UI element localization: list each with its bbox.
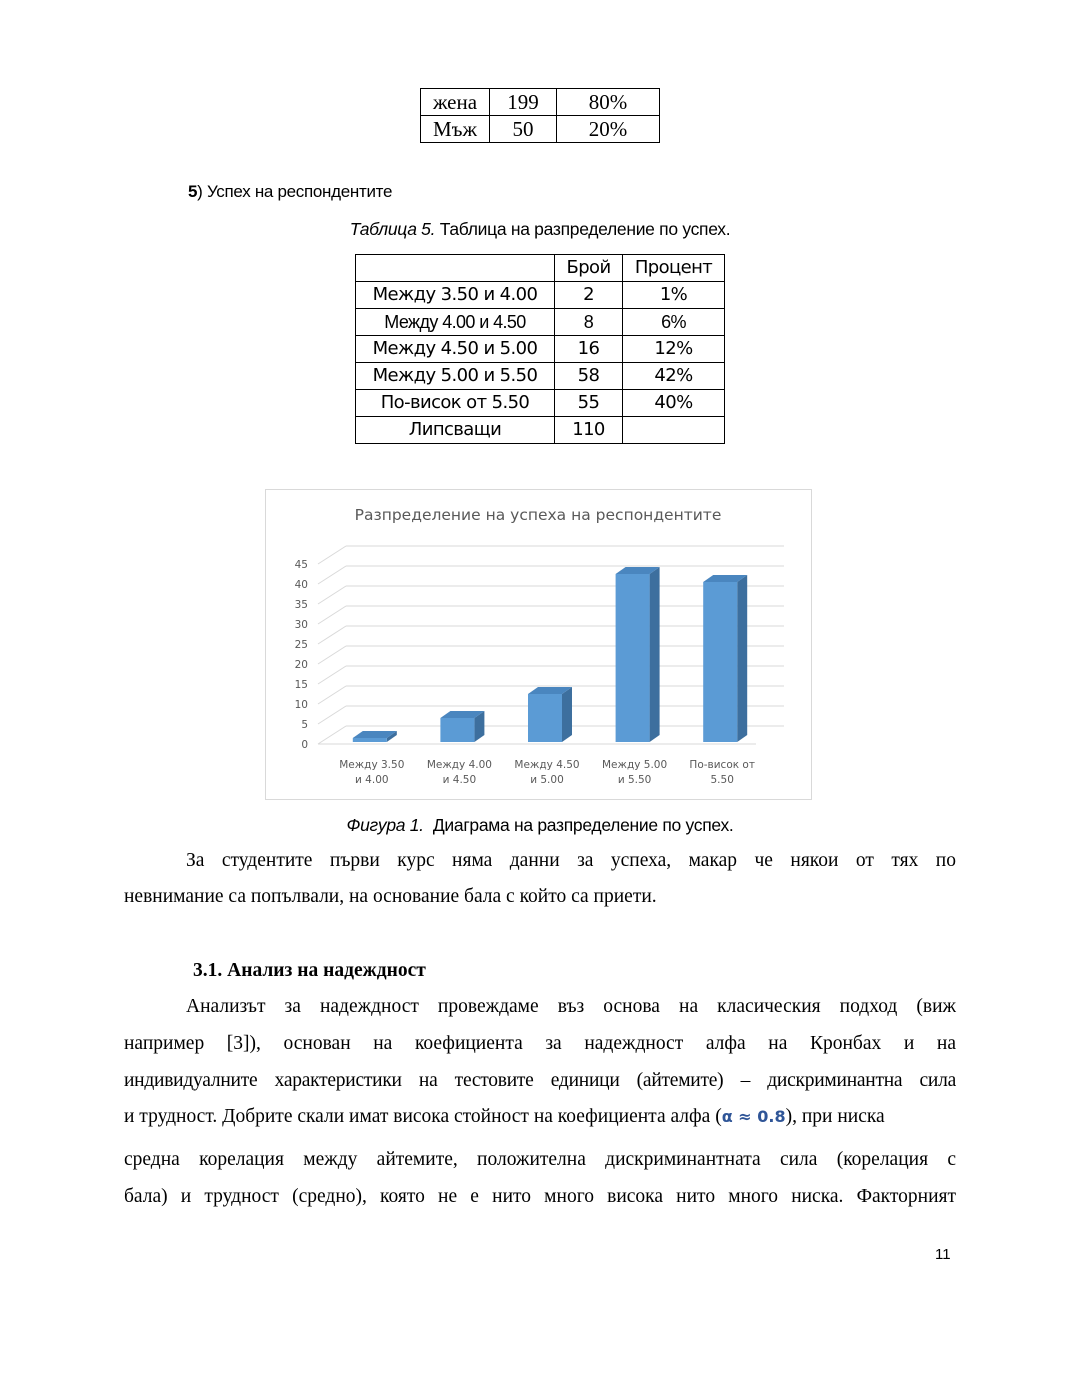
bar-side <box>650 567 660 742</box>
table-cell: Между 3.50 и 4.00 <box>356 282 555 309</box>
bar <box>528 694 562 742</box>
x-tick-label: и 5.00 <box>530 774 564 786</box>
table-cell: 2 <box>555 282 623 309</box>
y-tick-label: 35 <box>294 599 308 611</box>
table-cell: Между 4.00 и 4.50 <box>356 309 555 336</box>
bar <box>703 582 737 742</box>
bar-chart <box>266 490 811 799</box>
y-tick-label: 15 <box>294 679 308 691</box>
gridline-diagonal <box>318 686 346 704</box>
table-cell: 6% <box>623 309 725 336</box>
gridline-diagonal <box>318 566 346 584</box>
y-tick-label: 45 <box>294 559 308 571</box>
chart-title: Разпределение на успеха на респондентите <box>354 506 722 524</box>
table-cell: 20% <box>557 116 660 143</box>
gridline-diagonal <box>318 586 346 604</box>
table-cell <box>623 417 725 444</box>
x-tick-label: Между 4.50 <box>514 759 580 771</box>
table-5-caption-text: Таблица на разпределение по успех. <box>435 219 731 239</box>
gridline-diagonal <box>318 606 346 624</box>
table-cell: Между 5.00 и 5.50 <box>356 363 555 390</box>
y-tick-label: 20 <box>294 659 308 671</box>
table-row <box>356 417 725 444</box>
gridline-diagonal <box>318 626 346 644</box>
y-tick-label: 10 <box>294 699 308 711</box>
table-cell: 55 <box>555 390 623 417</box>
table-row <box>421 116 660 143</box>
paragraph-2-line-2: например [3]), основан на коефициента за надеждност алфа на Кронбах и на <box>124 1033 956 1054</box>
y-tick-label: 30 <box>294 619 308 631</box>
x-tick-label: и 4.50 <box>442 774 477 786</box>
x-tick-label: Между 4.00 <box>426 759 492 771</box>
bar-side <box>737 575 747 742</box>
x-tick-label: и 5.50 <box>617 774 652 786</box>
table-row <box>356 390 725 417</box>
table-header-row <box>356 255 725 282</box>
table-5-caption-label: Таблица 5. <box>349 219 436 239</box>
table-cell: 42% <box>623 363 725 390</box>
figure-1-caption <box>0 815 1080 836</box>
table-cell: 80% <box>557 89 660 116</box>
gender-table <box>420 88 660 143</box>
column-header: Процент <box>623 255 725 282</box>
paragraph-2-line-6: бала) и трудност (средно), която не е нито много висока нито много ниска. Факторният <box>124 1186 956 1207</box>
x-tick-label: Между 3.50 <box>339 759 405 771</box>
alpha-formula: α ≈ 0.8 <box>721 1107 786 1126</box>
table-cell: 40% <box>623 390 725 417</box>
bar-side <box>562 687 572 742</box>
paragraph-2-line-1: Анализът за надеждност провеждаме въз основа на класическия подход (виж <box>186 996 956 1017</box>
bar <box>440 718 474 742</box>
page-number: 11 <box>935 1246 951 1263</box>
x-tick-label: и 4.00 <box>355 774 389 786</box>
y-tick-label: 0 <box>301 739 308 751</box>
table-cell: 199 <box>490 89 557 116</box>
table-cell: Мъж <box>421 116 490 143</box>
table-row <box>356 309 725 336</box>
chart-frame <box>265 489 812 800</box>
paragraph-2-line-4-text <box>124 1106 885 1128</box>
paragraph-text: ), при ниска <box>785 1106 885 1127</box>
table-row <box>356 336 725 363</box>
section-5-title: ) Успех на респондентите <box>197 182 393 201</box>
section-5-heading <box>188 182 392 202</box>
bar <box>353 738 387 742</box>
paragraph-2-line-5: средна корелация между айтемите, положителна дискриминантната сила (корелация с <box>124 1149 956 1170</box>
gridline-diagonal <box>318 706 346 724</box>
table-row <box>421 89 660 116</box>
paragraph-1-line-1: За студентите първи курс няма данни за успеха, макар че някои от тях по <box>186 850 956 871</box>
y-tick-label: 5 <box>301 719 308 731</box>
table-cell: 58 <box>555 363 623 390</box>
paragraph-2-line-3: индивидуалните характеристики на тестовите единици (айтемите) – дискриминантна сила <box>124 1070 956 1091</box>
table-cell: 16 <box>555 336 623 363</box>
x-tick-label: По-висок от <box>689 759 755 771</box>
paragraph-2-line-4 <box>124 1106 956 1128</box>
column-header: Брой <box>555 255 623 282</box>
section-5-number: 5 <box>188 182 198 201</box>
gridline-diagonal <box>318 726 346 744</box>
y-tick-label: 40 <box>294 579 308 591</box>
table-row <box>356 282 725 309</box>
x-tick-label: Между 5.00 <box>602 759 668 771</box>
gridline-diagonal <box>318 646 346 664</box>
gridline-diagonal <box>318 666 346 684</box>
table-cell: 50 <box>490 116 557 143</box>
figure-1-caption-label: Фигура 1. <box>346 815 424 835</box>
success-table <box>355 254 725 444</box>
table-cell: 8 <box>555 309 623 336</box>
column-header <box>356 255 555 282</box>
table-cell: Липсващи <box>356 417 555 444</box>
table-cell: 12% <box>623 336 725 363</box>
gridline-diagonal <box>318 546 346 564</box>
table-cell: 1% <box>623 282 725 309</box>
table-cell: 110 <box>555 417 623 444</box>
table-5-caption <box>0 219 1080 240</box>
paragraph-text: и трудност. Добрите скали имат висока стойност на коефициента алфа ( <box>124 1106 722 1127</box>
figure-1-caption-text: Диаграма на разпределение по успех. <box>423 815 734 835</box>
table-row <box>356 363 725 390</box>
table-cell: По-висок от 5.50 <box>356 390 555 417</box>
table-cell: Между 4.50 и 5.00 <box>356 336 555 363</box>
bar <box>616 574 650 742</box>
y-tick-label: 25 <box>294 639 308 651</box>
table-cell: жена <box>421 89 490 116</box>
x-tick-label: 5.50 <box>710 774 734 786</box>
section-3-1-heading: 3.1. Анализ на надеждност <box>193 960 426 981</box>
paragraph-1-line-2: невнимание са попълвали, на основание бала с който са приети. <box>124 886 657 907</box>
